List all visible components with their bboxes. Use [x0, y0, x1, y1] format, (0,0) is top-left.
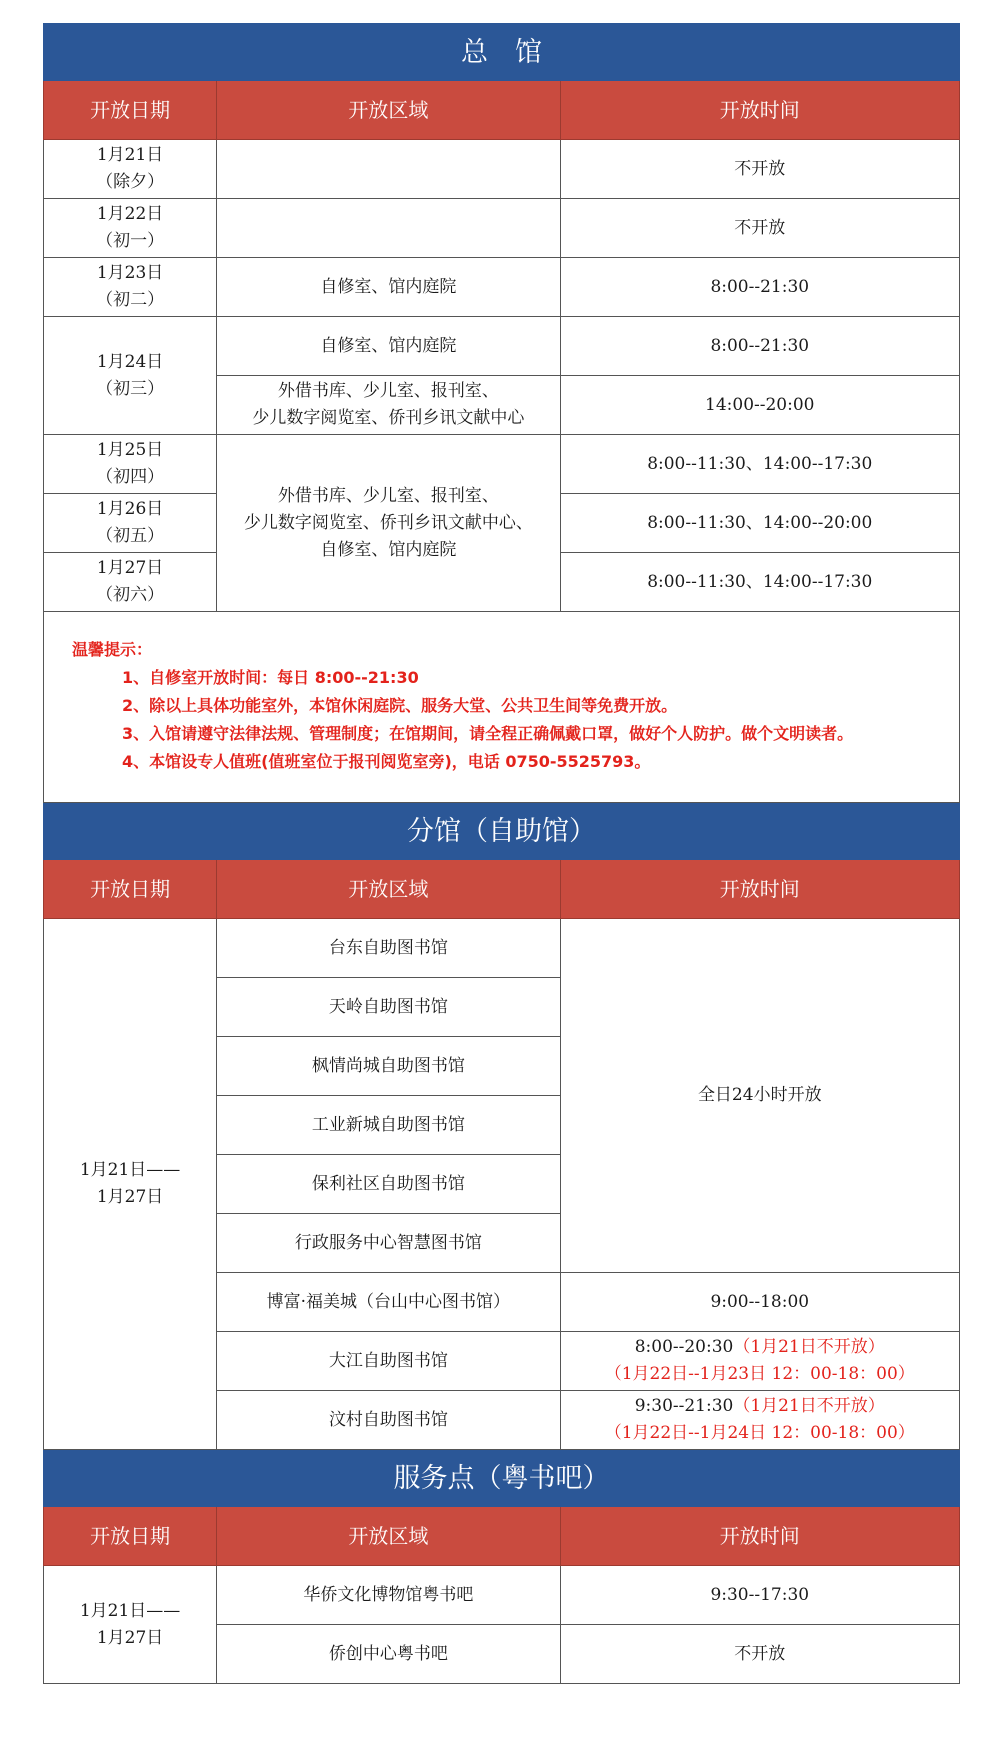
time-cell: 8:00--21:30	[560, 317, 959, 376]
header-date: 开放日期	[44, 81, 217, 140]
date-cell: 1月21日 （除夕）	[44, 140, 217, 199]
schedule-table	[43, 23, 960, 1684]
time-cell: 9:30--17:30	[560, 1566, 959, 1625]
area-cell: 汶村自助图书馆	[217, 1391, 560, 1450]
area-cell: 华侨文化博物馆粤书吧	[217, 1566, 560, 1625]
time-cell: 9:00--18:00	[560, 1273, 959, 1332]
notes-title: 温馨提示：	[72, 640, 153, 659]
date-cell: 1月27日 （初六）	[44, 553, 217, 612]
area-cell: 枫情尚城自助图书馆	[217, 1037, 560, 1096]
note-item: 1、自修室开放时间：每日 8:00--21:30	[122, 668, 419, 687]
time-cell-24h: 全日24小时开放	[560, 919, 959, 1273]
area-cell: 侨创中心粤书吧	[217, 1625, 560, 1684]
time-cell: 不开放	[560, 199, 959, 258]
area-cell: 台东自助图书馆	[217, 919, 560, 978]
area-cell: 行政服务中心智慧图书馆	[217, 1214, 560, 1273]
area-cell: 大江自助图书馆	[217, 1332, 560, 1391]
header-time: 开放时间	[560, 860, 959, 919]
area-cell	[217, 199, 560, 258]
header-area: 开放区域	[217, 81, 560, 140]
time-cell: 8:00--20:30（1月21日不开放） （1月22日--1月23日 12：00-18：00）	[560, 1332, 959, 1391]
header-area: 开放区域	[217, 1507, 560, 1566]
note-item: 4、本馆设专人值班(值班室位于报刊阅览室旁)，电话 0750-5525793。	[122, 752, 651, 771]
area-cell: 自修室、馆内庭院	[217, 317, 560, 376]
time-cell: 9:30--21:30（1月21日不开放） （1月22日--1月24日 12：00-18：00）	[560, 1391, 959, 1450]
date-cell-range: 1月21日—— 1月27日	[44, 1566, 217, 1684]
time-cell: 8:00--11:30、14:00--20:00	[560, 494, 959, 553]
note-item: 3、入馆请遵守法律法规、管理制度；在馆期间，请全程正确佩戴口罩，做好个人防护。做个文明读者。	[122, 724, 854, 743]
area-cell-merged: 外借书库、少儿室、报刊室、 少儿数字阅览室、侨刊乡讯文献中心、 自修室、馆内庭院	[217, 435, 560, 612]
date-cell: 1月26日 （初五）	[44, 494, 217, 553]
header-area: 开放区域	[217, 860, 560, 919]
area-cell: 天岭自助图书馆	[217, 978, 560, 1037]
time-cell: 8:00--11:30、14:00--17:30	[560, 553, 959, 612]
schedule-table-wrapper	[43, 23, 960, 1684]
date-cell: 1月25日 （初四）	[44, 435, 217, 494]
note-item: 2、除以上具体功能室外，本馆休闲庭院、服务大堂、公共卫生间等免费开放。	[122, 696, 678, 715]
header-date: 开放日期	[44, 1507, 217, 1566]
time-cell: 8:00--11:30、14:00--17:30	[560, 435, 959, 494]
header-time: 开放时间	[560, 81, 959, 140]
section-title-branch: 分馆（自助馆）	[44, 803, 960, 860]
time-cell: 8:00--21:30	[560, 258, 959, 317]
section-title-service: 服务点（粤书吧）	[44, 1450, 960, 1507]
notes-cell	[44, 612, 960, 803]
section-title-main: 总 馆	[44, 24, 960, 81]
area-cell: 博富·福美城（台山中心图书馆）	[217, 1273, 560, 1332]
date-cell: 1月23日 （初二）	[44, 258, 217, 317]
time-cell: 14:00--20:00	[560, 376, 959, 435]
date-cell: 1月24日 （初三）	[44, 317, 217, 435]
date-cell: 1月22日 （初一）	[44, 199, 217, 258]
area-cell: 工业新城自助图书馆	[217, 1096, 560, 1155]
area-cell	[217, 140, 560, 199]
header-date: 开放日期	[44, 860, 217, 919]
header-time: 开放时间	[560, 1507, 959, 1566]
date-cell-range: 1月21日—— 1月27日	[44, 919, 217, 1450]
area-cell: 自修室、馆内庭院	[217, 258, 560, 317]
area-cell: 保利社区自助图书馆	[217, 1155, 560, 1214]
notes-block	[44, 612, 959, 776]
time-cell: 不开放	[560, 1625, 959, 1684]
area-cell: 外借书库、少儿室、报刊室、 少儿数字阅览室、侨刊乡讯文献中心	[217, 376, 560, 435]
time-cell: 不开放	[560, 140, 959, 199]
